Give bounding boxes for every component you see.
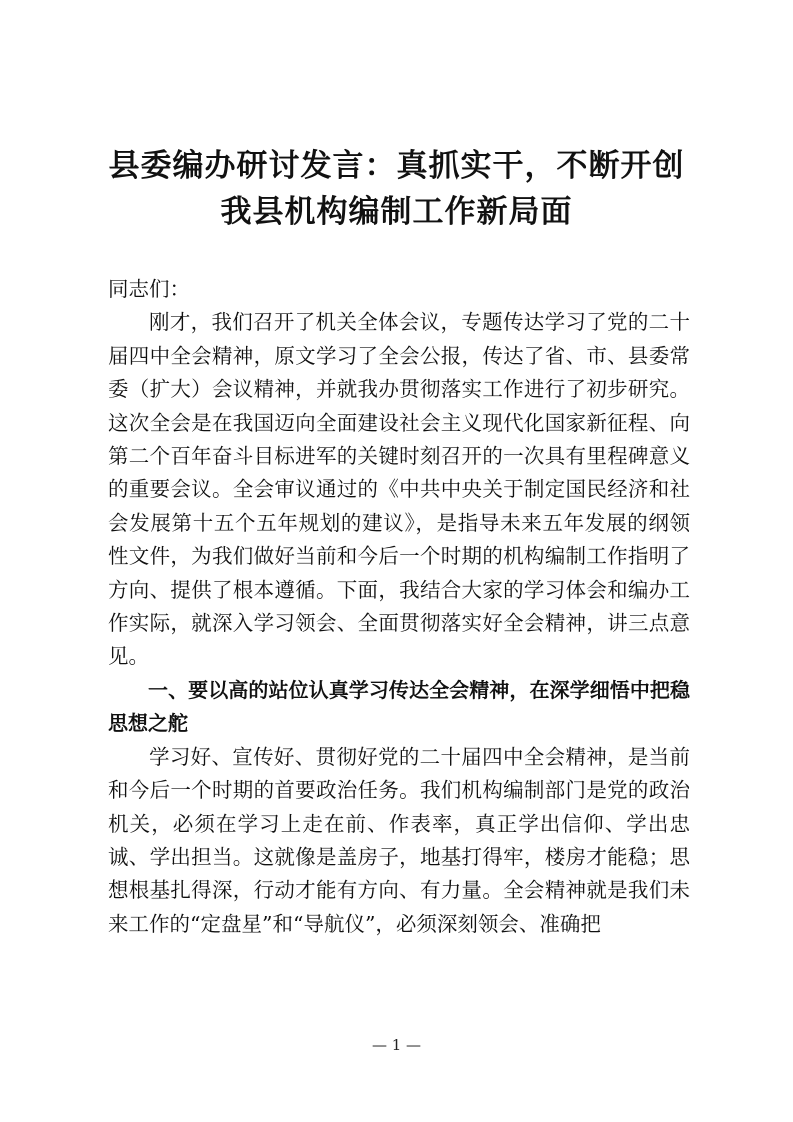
document-body [108, 273, 690, 941]
paragraph-2: 学习好、宣传好、贯彻好党的二十届四中全会精神，是当前和今后一个时期的首要政治任务。我们机构编制部门是党的政治机关，必须在学习上走在前、作表率，真正学出信仰、学出忠诚、学出担当。这就像是盖房子，地基打得牢，楼房才能稳；思想根基扎得深，行动才能有方向、有力量。全会精神就是我们未来工作的“定盘星”和“导航仪”，必须深刻领会、准确把 [108, 744, 690, 936]
salutation: 同志们： [108, 277, 190, 301]
document-title-line-1: 县委编办研讨发言：真抓实干，不断开创 [108, 148, 685, 184]
document-title-line-2: 我县机构编制工作新局面 [220, 194, 573, 230]
page-number: — 1 — [371, 1036, 422, 1054]
paragraph-1: 刚才，我们召开了机关全体会议，专题传达学习了党的二十届四中全会精神，原文学习了全会公报，传达了省、市、县委常委（扩大）会议精神，并就我办贯彻落实工作进行了初步研究。这次全会是在我国迈向全面建设社会主义现代化国家新征程、向第二个百年奋斗目标进军的关键时刻召开的一次具有里程碑意义的重要会议。全会审议通过的《中共中央关于制定国民经济和社会发展第十五个五年规划的建议》，是指导未来五年发展的纲领性文件，为我们做好当前和今后一个时期的机构编制工作指明了方向、提供了根本遵循。下面，我结合大家的学习体会和编办工作实际，就深入学习领会、全面贯彻落实好全会精神，讲三点意见。 [108, 310, 690, 669]
section-heading-1: 一、要以高的站位认真学习传达全会精神，在深学细悟中把稳思想之舵 [108, 677, 690, 736]
